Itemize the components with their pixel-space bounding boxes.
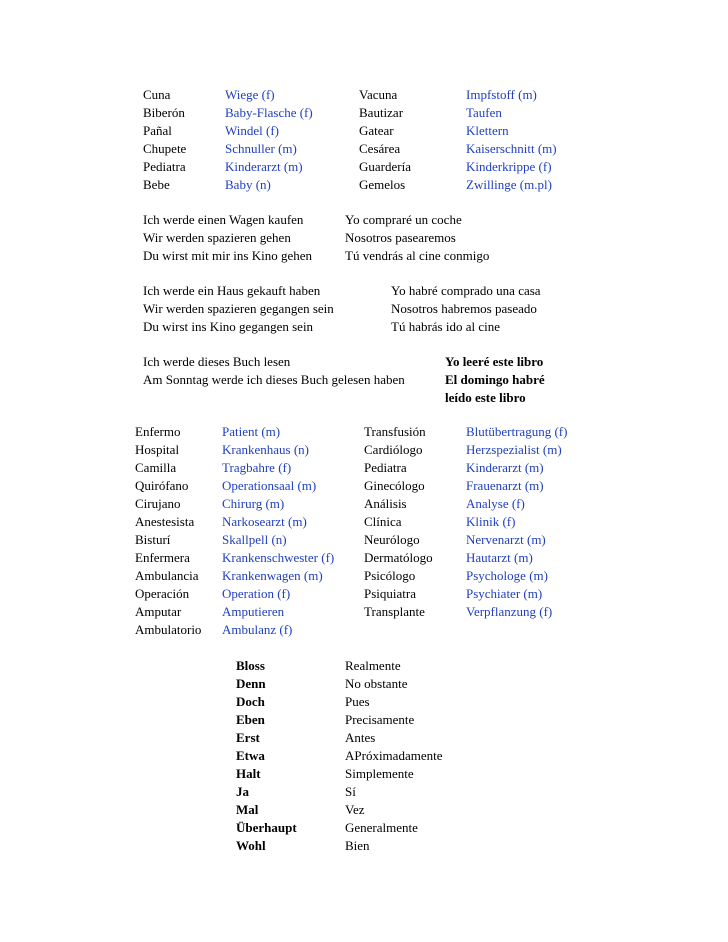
german-term: Impfstoff (m) xyxy=(466,87,537,102)
spanish-term: Camilla xyxy=(135,460,177,475)
spanish-meaning: Precisamente xyxy=(345,712,415,727)
german-particle: Ja xyxy=(236,784,249,799)
spanish-term: Bebe xyxy=(143,177,170,192)
vocab-row xyxy=(0,477,728,495)
spanish-sentence: El domingo habré xyxy=(445,372,545,387)
particle-row xyxy=(0,729,728,747)
spanish-term: Gemelos xyxy=(359,177,406,192)
german-term: Patient (m) xyxy=(222,424,281,439)
spanish-term: Psiquiatra xyxy=(364,586,416,601)
spanish-term: Pediatra xyxy=(364,460,407,475)
german-term: Klinik (f) xyxy=(466,514,516,529)
spanish-term: Guardería xyxy=(359,159,411,174)
spanish-term: Psicólogo xyxy=(364,568,416,583)
german-sentence: Ich werde einen Wagen kaufen xyxy=(143,212,304,227)
spanish-meaning: Simplemente xyxy=(345,766,414,781)
german-sentence: Wir werden spazieren gegangen sein xyxy=(143,301,334,316)
vocab-row xyxy=(0,86,728,104)
german-particle: Eben xyxy=(236,712,265,727)
particle-row xyxy=(0,765,728,783)
german-term: Krankenhaus (n) xyxy=(222,442,309,457)
spanish-term: Chupete xyxy=(143,141,187,156)
german-term: Skallpell (n) xyxy=(222,532,287,547)
particle-row xyxy=(0,711,728,729)
german-term: Psychiater (m) xyxy=(466,586,543,601)
german-term: Herzspezialist (m) xyxy=(466,442,562,457)
spanish-term: Ambulatorio xyxy=(135,622,202,637)
particle-row xyxy=(0,747,728,765)
vocab-row xyxy=(0,585,728,603)
german-term: Windel (f) xyxy=(225,123,279,138)
vocab-row xyxy=(0,423,728,441)
sentence-row xyxy=(0,389,728,407)
german-particle: Bloss xyxy=(236,658,265,673)
german-term: Krankenwagen (m) xyxy=(222,568,323,583)
german-particle: Wohl xyxy=(236,838,266,853)
german-sentence: Du wirst ins Kino gegangen sein xyxy=(143,319,314,334)
spanish-meaning: Pues xyxy=(345,694,370,709)
vocab-row xyxy=(0,104,728,122)
spanish-term: Pañal xyxy=(143,123,172,138)
spanish-meaning: Antes xyxy=(345,730,376,745)
german-particle: Denn xyxy=(236,676,266,691)
particle-row xyxy=(0,801,728,819)
vocab-row xyxy=(0,441,728,459)
sentence-row xyxy=(0,300,728,318)
german-particle: Mal xyxy=(236,802,259,817)
spanish-term: Vacuna xyxy=(359,87,398,102)
german-term: Kinderarzt (m) xyxy=(466,460,544,475)
spanish-sentence: Tú habrás ido al cine xyxy=(391,319,501,334)
sentence-row xyxy=(0,371,728,389)
spanish-term: Gatear xyxy=(359,123,394,138)
spanish-term: Cirujano xyxy=(135,496,181,511)
particle-row xyxy=(0,657,728,675)
german-term: Blutübertragung (f) xyxy=(466,424,568,439)
german-term: Zwillinge (m.pl) xyxy=(466,177,552,192)
spanish-meaning: No obstante xyxy=(345,676,408,691)
german-term: Schnuller (m) xyxy=(225,141,297,156)
spanish-term: Dermatólogo xyxy=(364,550,433,565)
vocab-row xyxy=(0,158,728,176)
vocab-row xyxy=(0,495,728,513)
vocab-row xyxy=(0,459,728,477)
german-term: Narkosearzt (m) xyxy=(222,514,307,529)
spanish-term: Biberón xyxy=(143,105,185,120)
particle-row xyxy=(0,693,728,711)
spanish-term: Neurólogo xyxy=(364,532,420,547)
german-particle: Erst xyxy=(236,730,260,745)
spanish-sentence: Yo leeré este libro xyxy=(445,354,544,369)
german-term: Operation (f) xyxy=(222,586,291,601)
vocab-row xyxy=(0,122,728,140)
vocab-row xyxy=(0,549,728,567)
vocab-row xyxy=(0,513,728,531)
sentence-row xyxy=(0,318,728,336)
spanish-sentence: Yo habré comprado una casa xyxy=(391,283,541,298)
german-term: Wiege (f) xyxy=(225,87,275,102)
spanish-term: Clínica xyxy=(364,514,402,529)
german-term: Klettern xyxy=(466,123,509,138)
german-particle: Halt xyxy=(236,766,261,781)
spanish-term: Bautizar xyxy=(359,105,404,120)
sentence-row xyxy=(0,247,728,265)
spanish-term: Amputar xyxy=(135,604,182,619)
vocab-row xyxy=(0,176,728,194)
german-particle: Doch xyxy=(236,694,265,709)
german-sentence: Wir werden spazieren gehen xyxy=(143,230,291,245)
german-term: Kinderkrippe (f) xyxy=(466,159,552,174)
vocab-row xyxy=(0,567,728,585)
spanish-sentence: Nosotros habremos paseado xyxy=(391,301,537,316)
german-term: Baby (n) xyxy=(225,177,271,192)
german-term: Operationsaal (m) xyxy=(222,478,317,493)
german-term: Tragbahre (f) xyxy=(222,460,292,475)
german-term: Taufen xyxy=(466,105,502,120)
particle-row xyxy=(0,819,728,837)
spanish-term: Cardiólogo xyxy=(364,442,423,457)
spanish-meaning: Realmente xyxy=(345,658,401,673)
spanish-term: Pediatra xyxy=(143,159,186,174)
german-sentence: Ich werde ein Haus gekauft haben xyxy=(143,283,321,298)
vocab-row xyxy=(0,603,728,621)
spanish-term: Análisis xyxy=(364,496,407,511)
vocab-row xyxy=(0,531,728,549)
german-term: Hautarzt (m) xyxy=(466,550,533,565)
vocab-row xyxy=(0,140,728,158)
sentence-row xyxy=(0,282,728,300)
german-term: Verpflanzung (f) xyxy=(466,604,553,619)
spanish-term: Quirófano xyxy=(135,478,189,493)
spanish-term: Anestesista xyxy=(135,514,195,529)
spanish-term: Enfermera xyxy=(135,550,190,565)
spanish-meaning: Bien xyxy=(345,838,370,853)
german-term: Nervenarzt (m) xyxy=(466,532,546,547)
german-term: Kinderarzt (m) xyxy=(225,159,303,174)
german-term: Amputieren xyxy=(222,604,285,619)
spanish-sentence: Tú vendrás al cine conmigo xyxy=(345,248,490,263)
sentence-row xyxy=(0,211,728,229)
german-term: Kaiserschnitt (m) xyxy=(466,141,557,156)
sentence-row xyxy=(0,353,728,371)
spanish-term: Cesárea xyxy=(359,141,401,156)
spanish-meaning: Generalmente xyxy=(345,820,418,835)
spanish-meaning: Sí xyxy=(345,784,356,799)
spanish-term: Enfermo xyxy=(135,424,181,439)
spanish-sentence: Nosotros pasearemos xyxy=(345,230,456,245)
spanish-term: Ambulancia xyxy=(135,568,199,583)
german-term: Analyse (f) xyxy=(466,496,525,511)
vocab-row xyxy=(0,621,728,639)
spanish-term: Hospital xyxy=(135,442,180,457)
german-term: Baby-Flasche (f) xyxy=(225,105,313,120)
particle-row xyxy=(0,837,728,855)
german-term: Chirurg (m) xyxy=(222,496,285,511)
german-sentence: Am Sonntag werde ich dieses Buch gelesen haben xyxy=(143,372,405,387)
spanish-meaning: Vez xyxy=(345,802,365,817)
spanish-sentence: Yo compraré un coche xyxy=(345,212,462,227)
german-sentence: Du wirst mit mir ins Kino gehen xyxy=(143,248,312,263)
spanish-meaning: APróximadamente xyxy=(345,748,443,763)
spanish-term: Cuna xyxy=(143,87,171,102)
particle-row xyxy=(0,675,728,693)
spanish-term: Operación xyxy=(135,586,190,601)
german-particle: Etwa xyxy=(236,748,265,763)
particle-row xyxy=(0,783,728,801)
german-term: Frauenarzt (m) xyxy=(466,478,544,493)
german-particle: Überhaupt xyxy=(236,820,297,835)
spanish-term: Transfusión xyxy=(364,424,426,439)
sentence-row xyxy=(0,229,728,247)
spanish-term: Transplante xyxy=(364,604,425,619)
german-term: Psychologe (m) xyxy=(466,568,548,583)
german-sentence: Ich werde dieses Buch lesen xyxy=(143,354,291,369)
spanish-term: Ginecólogo xyxy=(364,478,425,493)
spanish-term: Bisturí xyxy=(135,532,171,547)
german-term: Ambulanz (f) xyxy=(222,622,293,637)
german-term: Krankenschwester (f) xyxy=(222,550,335,565)
spanish-sentence: leído este libro xyxy=(445,390,526,405)
